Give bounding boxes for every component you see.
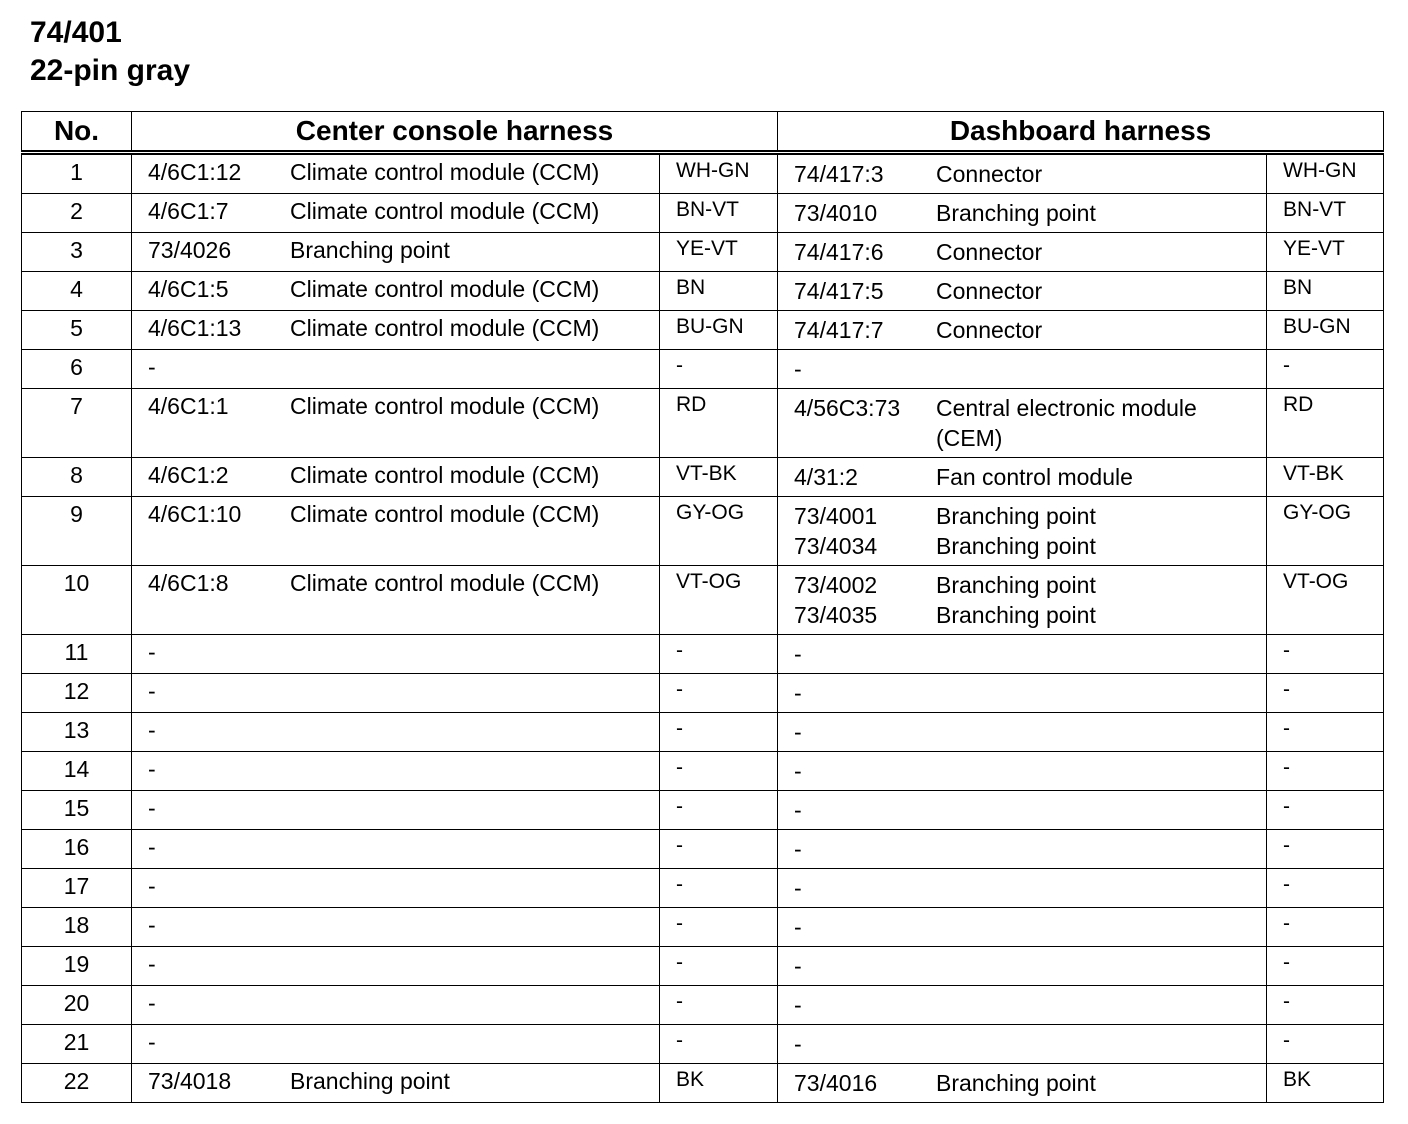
dashboard-wire-color: YE-VT	[1267, 233, 1384, 272]
table-row	[22, 350, 1384, 389]
dashboard-location	[778, 311, 1267, 350]
dashboard-description: Branching point	[936, 602, 1096, 628]
table-row	[22, 986, 1384, 1025]
center-console-wire-color: BN	[660, 272, 778, 311]
dashboard-wire-color: -	[1267, 791, 1384, 830]
dashboard-codes	[794, 159, 936, 189]
pinout-table	[21, 111, 1384, 1103]
dashboard-descriptions	[936, 276, 1256, 306]
center-console-wire-color: VT-BK	[660, 458, 778, 497]
dashboard-code: -	[794, 953, 802, 979]
dashboard-description: Branching point	[936, 572, 1096, 598]
center-console-location	[132, 713, 660, 752]
dashboard-code: 4/31:2	[794, 464, 858, 490]
table-row	[22, 233, 1384, 272]
center-console-description: Climate control module (CCM)	[290, 276, 600, 302]
pin-number: 7	[22, 389, 132, 458]
header-dashboard-harness: Dashboard harness	[778, 112, 1384, 153]
center-console-wire-color: -	[660, 830, 778, 869]
table-row	[22, 908, 1384, 947]
center-console-code: -	[148, 990, 156, 1016]
dashboard-codes	[794, 354, 936, 384]
table-row	[22, 311, 1384, 350]
dashboard-codes	[794, 717, 936, 747]
dashboard-location	[778, 497, 1267, 566]
table-row	[22, 458, 1384, 497]
dashboard-description: Branching point	[936, 1070, 1096, 1096]
dashboard-location	[778, 458, 1267, 497]
dashboard-code: 73/4001	[794, 503, 878, 529]
dashboard-wire-color: -	[1267, 752, 1384, 791]
connector-description: 22-pin gray	[30, 54, 191, 87]
dashboard-description: Central electronic module (CEM)	[936, 395, 1197, 451]
center-console-location	[132, 153, 660, 194]
dashboard-codes	[794, 1068, 936, 1098]
center-console-code: 4/6C1:13	[148, 315, 242, 341]
center-console-location	[132, 674, 660, 713]
pin-number: 11	[22, 635, 132, 674]
dashboard-code: 74/417:7	[794, 317, 884, 343]
dashboard-descriptions	[936, 462, 1256, 492]
center-console-wire-color: -	[660, 986, 778, 1025]
dashboard-code: 73/4035	[794, 602, 878, 628]
center-console-code: -	[148, 912, 156, 938]
center-console-code: -	[148, 639, 156, 665]
dashboard-description: Connector	[936, 317, 1043, 343]
dashboard-codes	[794, 276, 936, 306]
table-row	[22, 194, 1384, 233]
dashboard-location	[778, 908, 1267, 947]
dashboard-description: Connector	[936, 161, 1043, 187]
center-console-code: -	[148, 951, 156, 977]
center-console-location	[132, 389, 660, 458]
center-console-code: -	[148, 873, 156, 899]
center-console-code: -	[148, 354, 156, 380]
dashboard-code: -	[794, 719, 802, 745]
center-console-location	[132, 1064, 660, 1103]
pin-number: 3	[22, 233, 132, 272]
dashboard-code: -	[794, 875, 802, 901]
center-console-wire-color: VT-OG	[660, 566, 778, 635]
center-console-location	[132, 635, 660, 674]
dashboard-code: 74/417:3	[794, 161, 884, 187]
center-console-code: -	[148, 795, 156, 821]
dashboard-location	[778, 869, 1267, 908]
dashboard-codes	[794, 198, 936, 228]
dashboard-code: -	[794, 1031, 802, 1057]
connector-id: 74/401	[30, 16, 122, 49]
center-console-location	[132, 233, 660, 272]
dashboard-description: Branching point	[936, 533, 1096, 559]
dashboard-wire-color: -	[1267, 674, 1384, 713]
pin-number: 8	[22, 458, 132, 497]
center-console-wire-color: BU-GN	[660, 311, 778, 350]
dashboard-descriptions	[936, 1068, 1256, 1098]
dashboard-location	[778, 350, 1267, 389]
pin-number: 15	[22, 791, 132, 830]
dashboard-wire-color: BU-GN	[1267, 311, 1384, 350]
dashboard-wire-color: VT-BK	[1267, 458, 1384, 497]
pin-number: 22	[22, 1064, 132, 1103]
pin-number: 14	[22, 752, 132, 791]
dashboard-location	[778, 986, 1267, 1025]
center-console-wire-color: -	[660, 713, 778, 752]
dashboard-codes	[794, 501, 936, 561]
dashboard-codes	[794, 678, 936, 708]
table-row	[22, 752, 1384, 791]
dashboard-location	[778, 566, 1267, 635]
dashboard-code: -	[794, 914, 802, 940]
dashboard-code: -	[794, 356, 802, 382]
dashboard-descriptions	[936, 159, 1256, 189]
dashboard-codes	[794, 756, 936, 786]
table-body	[22, 153, 1384, 1103]
dashboard-code: 73/4002	[794, 572, 878, 598]
center-console-code: -	[148, 834, 156, 860]
dashboard-wire-color: BK	[1267, 1064, 1384, 1103]
dashboard-wire-color: -	[1267, 908, 1384, 947]
center-console-location	[132, 908, 660, 947]
dashboard-codes	[794, 912, 936, 942]
dashboard-code: 74/417:5	[794, 278, 884, 304]
dashboard-location	[778, 1025, 1267, 1064]
table-header-row	[22, 112, 1384, 153]
dashboard-location	[778, 674, 1267, 713]
dashboard-wire-color: BN	[1267, 272, 1384, 311]
center-console-wire-color: -	[660, 908, 778, 947]
center-console-location	[132, 566, 660, 635]
document-title	[30, 14, 190, 90]
table-row	[22, 272, 1384, 311]
dashboard-wire-color: -	[1267, 713, 1384, 752]
center-console-location	[132, 947, 660, 986]
table-row	[22, 497, 1384, 566]
dashboard-codes	[794, 315, 936, 345]
dashboard-location	[778, 153, 1267, 194]
center-console-description: Climate control module (CCM)	[290, 570, 600, 596]
dashboard-wire-color: WH-GN	[1267, 153, 1384, 194]
center-console-location	[132, 830, 660, 869]
pin-number: 20	[22, 986, 132, 1025]
center-console-code: -	[148, 1029, 156, 1055]
center-console-wire-color: BK	[660, 1064, 778, 1103]
dashboard-wire-color: -	[1267, 947, 1384, 986]
dashboard-codes	[794, 393, 936, 423]
dashboard-code: -	[794, 797, 802, 823]
dashboard-wire-color: -	[1267, 1025, 1384, 1064]
center-console-code: 4/6C1:10	[148, 501, 242, 527]
dashboard-descriptions	[936, 237, 1256, 267]
center-console-location	[132, 272, 660, 311]
dashboard-wire-color: -	[1267, 986, 1384, 1025]
dashboard-location	[778, 233, 1267, 272]
dashboard-location	[778, 272, 1267, 311]
center-console-location	[132, 869, 660, 908]
table-row	[22, 1025, 1384, 1064]
center-console-description: Climate control module (CCM)	[290, 393, 600, 419]
table-row	[22, 791, 1384, 830]
dashboard-codes	[794, 990, 936, 1020]
header-center-console-harness: Center console harness	[132, 112, 778, 153]
table-row	[22, 947, 1384, 986]
center-console-location	[132, 986, 660, 1025]
table-row	[22, 566, 1384, 635]
center-console-wire-color: -	[660, 869, 778, 908]
dashboard-location	[778, 791, 1267, 830]
center-console-location	[132, 752, 660, 791]
center-console-code: 4/6C1:7	[148, 198, 229, 224]
dashboard-wire-color: VT-OG	[1267, 566, 1384, 635]
dashboard-codes	[794, 639, 936, 669]
dashboard-descriptions	[936, 570, 1256, 630]
center-console-code: 4/6C1:5	[148, 276, 229, 302]
center-console-description: Branching point	[290, 237, 450, 263]
center-console-wire-color: -	[660, 350, 778, 389]
dashboard-codes	[794, 237, 936, 267]
pin-number: 9	[22, 497, 132, 566]
pin-number: 12	[22, 674, 132, 713]
center-console-code: 4/6C1:2	[148, 462, 229, 488]
pin-number: 6	[22, 350, 132, 389]
center-console-location	[132, 194, 660, 233]
dashboard-wire-color: BN-VT	[1267, 194, 1384, 233]
center-console-wire-color: -	[660, 752, 778, 791]
table-row	[22, 635, 1384, 674]
pin-number: 19	[22, 947, 132, 986]
dashboard-wire-color: -	[1267, 869, 1384, 908]
center-console-location	[132, 1025, 660, 1064]
pin-number: 2	[22, 194, 132, 233]
pin-number: 18	[22, 908, 132, 947]
dashboard-wire-color: -	[1267, 350, 1384, 389]
center-console-description: Climate control module (CCM)	[290, 501, 600, 527]
center-console-code: -	[148, 756, 156, 782]
dashboard-codes	[794, 795, 936, 825]
dashboard-descriptions	[936, 393, 1256, 453]
pinout-table-wrapper	[21, 111, 1383, 1103]
dashboard-description: Branching point	[936, 503, 1096, 529]
center-console-code: -	[148, 678, 156, 704]
header-no: No.	[22, 112, 132, 153]
center-console-wire-color: -	[660, 674, 778, 713]
center-console-location	[132, 458, 660, 497]
center-console-location	[132, 311, 660, 350]
dashboard-code: 73/4034	[794, 533, 878, 559]
dashboard-descriptions	[936, 501, 1256, 561]
dashboard-codes	[794, 1029, 936, 1059]
dashboard-wire-color: -	[1267, 830, 1384, 869]
pin-number: 4	[22, 272, 132, 311]
dashboard-code: 74/417:6	[794, 239, 884, 265]
dashboard-descriptions	[936, 198, 1256, 228]
center-console-wire-color: -	[660, 791, 778, 830]
center-console-wire-color: GY-OG	[660, 497, 778, 566]
dashboard-code: 73/4010	[794, 200, 878, 226]
dashboard-code: -	[794, 758, 802, 784]
table-row	[22, 389, 1384, 458]
dashboard-wire-color: -	[1267, 635, 1384, 674]
table-row	[22, 869, 1384, 908]
center-console-description: Climate control module (CCM)	[290, 315, 600, 341]
center-console-code: 4/6C1:1	[148, 393, 229, 419]
pin-number: 1	[22, 153, 132, 194]
center-console-wire-color: -	[660, 947, 778, 986]
center-console-code: -	[148, 717, 156, 743]
dashboard-codes	[794, 873, 936, 903]
dashboard-code: -	[794, 641, 802, 667]
center-console-description: Climate control module (CCM)	[290, 462, 600, 488]
dashboard-location	[778, 194, 1267, 233]
center-console-code: 4/6C1:12	[148, 159, 242, 185]
pin-number: 17	[22, 869, 132, 908]
pin-number: 10	[22, 566, 132, 635]
dashboard-location	[778, 752, 1267, 791]
center-console-description: Climate control module (CCM)	[290, 159, 600, 185]
dashboard-location	[778, 830, 1267, 869]
dashboard-description: Branching point	[936, 200, 1096, 226]
center-console-wire-color: WH-GN	[660, 153, 778, 194]
dashboard-location	[778, 389, 1267, 458]
table-row	[22, 153, 1384, 194]
pin-number: 13	[22, 713, 132, 752]
dashboard-wire-color: RD	[1267, 389, 1384, 458]
center-console-description: Climate control module (CCM)	[290, 198, 600, 224]
dashboard-location	[778, 713, 1267, 752]
center-console-wire-color: -	[660, 1025, 778, 1064]
dashboard-code: -	[794, 992, 802, 1018]
pin-number: 16	[22, 830, 132, 869]
dashboard-description: Connector	[936, 278, 1043, 304]
dashboard-descriptions	[936, 315, 1256, 345]
dashboard-code: 73/4016	[794, 1070, 878, 1096]
dashboard-codes	[794, 462, 936, 492]
dashboard-location	[778, 1064, 1267, 1103]
center-console-location	[132, 791, 660, 830]
dashboard-description: Fan control module	[936, 464, 1133, 490]
dashboard-location	[778, 947, 1267, 986]
dashboard-code: -	[794, 680, 802, 706]
pin-number: 5	[22, 311, 132, 350]
dashboard-code: -	[794, 836, 802, 862]
table-row	[22, 830, 1384, 869]
center-console-wire-color: BN-VT	[660, 194, 778, 233]
center-console-location	[132, 350, 660, 389]
table-row	[22, 1064, 1384, 1103]
center-console-wire-color: RD	[660, 389, 778, 458]
dashboard-location	[778, 635, 1267, 674]
dashboard-wire-color: GY-OG	[1267, 497, 1384, 566]
center-console-location	[132, 497, 660, 566]
dashboard-code: 4/56C3:73	[794, 395, 901, 421]
dashboard-description: Connector	[936, 239, 1043, 265]
dashboard-codes	[794, 570, 936, 630]
center-console-code: 73/4018	[148, 1068, 232, 1094]
table-row	[22, 713, 1384, 752]
center-console-code: 73/4026	[148, 237, 232, 263]
dashboard-codes	[794, 951, 936, 981]
center-console-wire-color: -	[660, 635, 778, 674]
center-console-code: 4/6C1:8	[148, 570, 229, 596]
table-row	[22, 674, 1384, 713]
center-console-description: Branching point	[290, 1068, 450, 1094]
center-console-wire-color: YE-VT	[660, 233, 778, 272]
pin-number: 21	[22, 1025, 132, 1064]
dashboard-codes	[794, 834, 936, 864]
